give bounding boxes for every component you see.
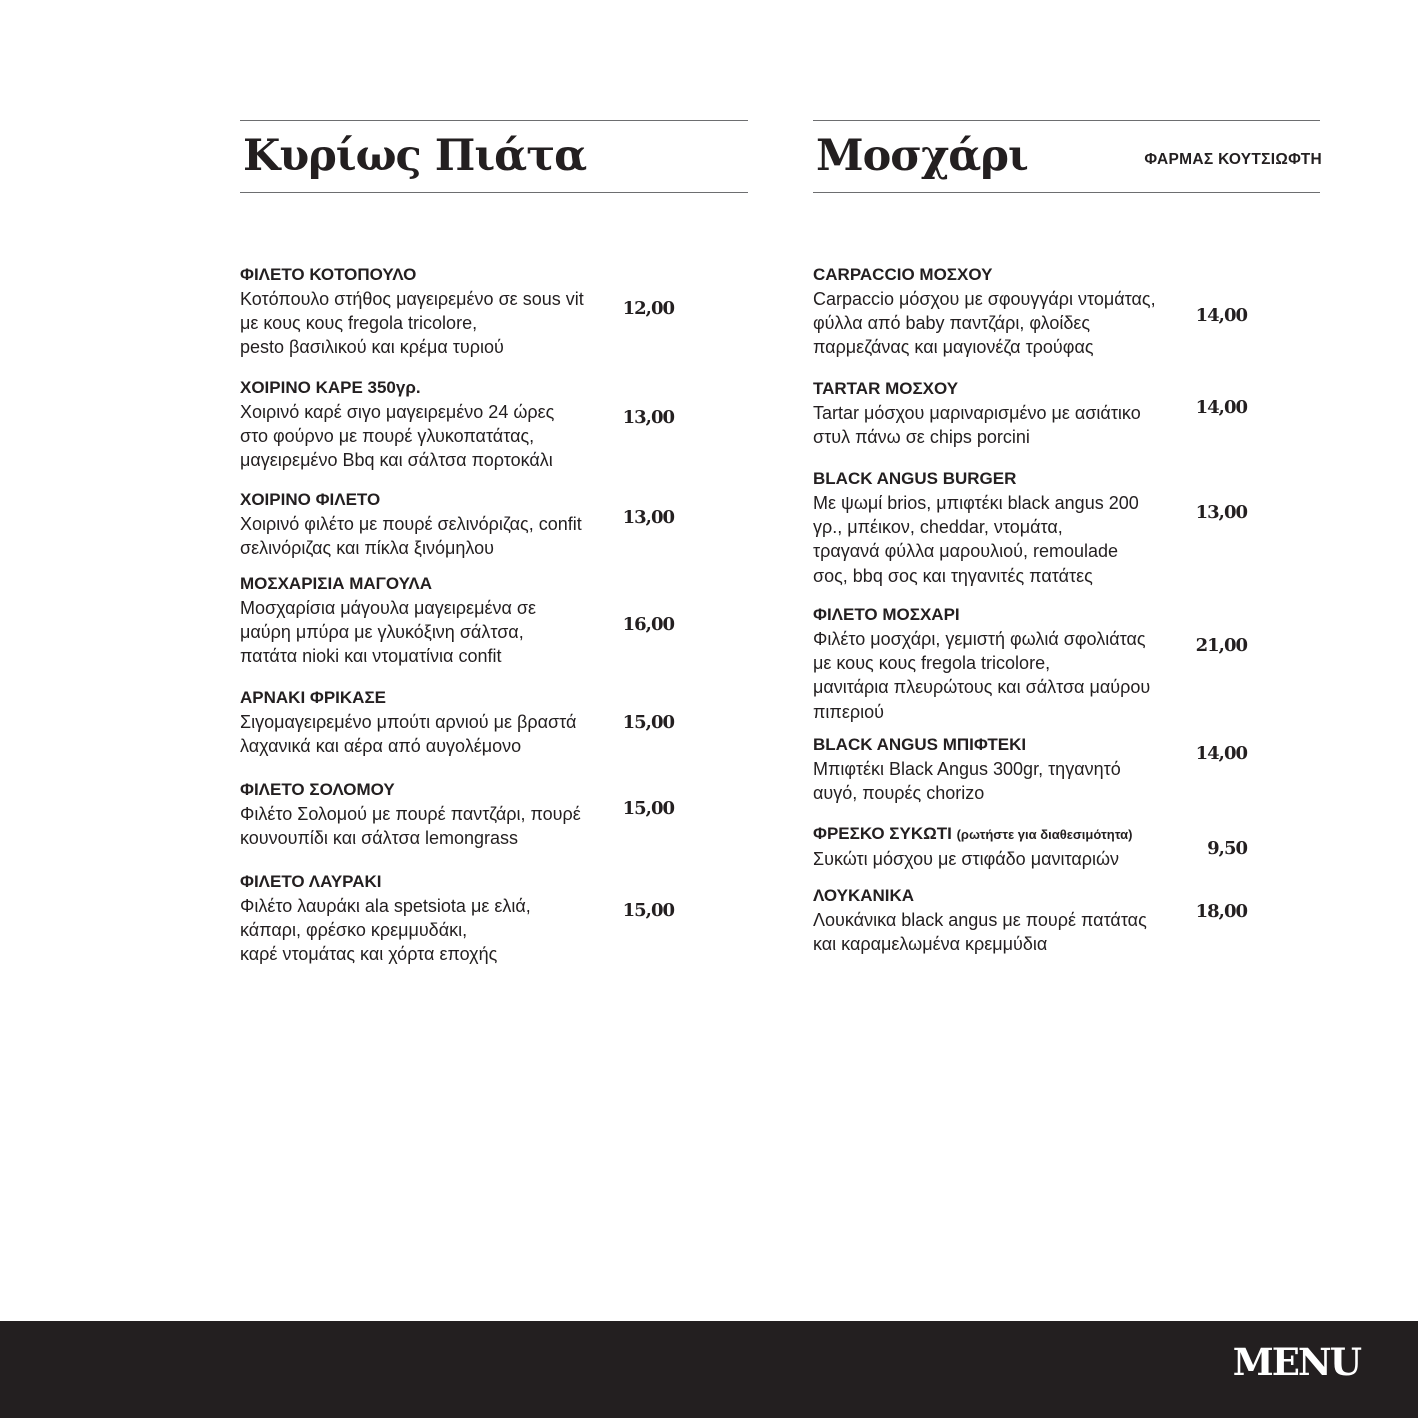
item-description: Χοιρινό φιλέτο με πουρέ σελινόριζας, confit σελινόριζας και πίκλα ξινόμηλου (240, 514, 582, 559)
item-name: ΜΟΣΧΑΡΙΣΙΑ ΜΑΓΟΥΛΑ (240, 574, 433, 593)
item-price: 21,00 (1195, 635, 1247, 656)
item-price: 13,00 (622, 407, 674, 428)
item-description: Μοσχαρίσια μάγουλα μαγειρεμένα σε μαύρη μπύρα με γλυκόξινη σάλτσα, πατάτα nioki και ντοματίνια confit (240, 598, 537, 667)
divider (240, 192, 748, 193)
menu-item (240, 572, 674, 669)
item-description: Φιλέτο μοσχάρι, γεμιστή φωλιά σφολιάτας με κους κους fregola tricolore, μανιτάρια πλευρώτους και σάλτσα μαύρου πιπεριού (813, 629, 1151, 722)
menu-item (240, 778, 674, 850)
main-dishes-section (240, 120, 748, 965)
section-header (813, 121, 1320, 192)
menu-item (813, 884, 1247, 956)
footer-bar (0, 1321, 1418, 1418)
item-description: Κοτόπουλο στήθος μαγειρεμένο σε sous vit με κους κους fregola tricolore, pesto βασιλικού και κρέμα τυριού (240, 289, 584, 358)
item-description: Με ψωμί brios, μπιφτέκι black angus 200 γρ., μπέικον, cheddar, ντομάτα, τραγανά φύλλα μαρουλιού, remoulade σος, bbq σος και τηγανιτές πατάτες (813, 493, 1139, 586)
item-name: ΦΙΛΕΤΟ ΣΟΛΟΜΟΥ (240, 780, 395, 799)
item-price: 14,00 (1195, 397, 1247, 418)
item-name (813, 822, 1243, 847)
item-description: Λουκάνικα black angus με πουρέ πατάτας και καραμελωμένα κρεμμύδια (813, 910, 1147, 955)
menu-item (813, 822, 1247, 871)
item-description: Μπιφτέκι Black Angus 300gr, τηγανητό αυγό, πουρές chorizo (813, 759, 1121, 804)
item-price: 9,50 (1207, 838, 1247, 859)
divider (813, 192, 1320, 193)
item-description: Χοιρινό καρέ σιγο μαγειρεμένο 24 ώρες στο φούρνο με πουρέ γλυκοπατάτας, μαγειρεμένο Bbq και σάλτσα πορτοκάλι (240, 402, 555, 471)
item-price: 13,00 (1195, 502, 1247, 523)
item-price: 18,00 (1195, 901, 1247, 922)
section-header (240, 121, 748, 192)
item-price: 16,00 (622, 614, 674, 635)
menu-item (240, 488, 674, 560)
beef-section (813, 120, 1322, 955)
item-price: 13,00 (622, 507, 674, 528)
item-price: 15,00 (622, 712, 674, 733)
item-name: ΦΙΛΕΤΟ ΜΟΣΧΑΡΙ (813, 605, 960, 624)
item-name: ΑΡΝΑΚΙ ΦΡΙΚΑΣΕ (240, 688, 387, 707)
menu-item (813, 733, 1247, 805)
item-description: Tartar μόσχου μαριναρισμένο με ασιάτικο στυλ πάνω σε chips porcini (813, 403, 1141, 448)
item-description: Σιγομαγειρεμένο μπούτι αρνιού με βραστά λαχανικά και αέρα από αυγολέμονο (240, 712, 577, 757)
item-name: ΛΟΥΚΑΝΙΚΑ (813, 886, 915, 905)
item-name: BLACK ANGUS BURGER (813, 469, 1017, 488)
section-title: Κυρίως Πιάτα (243, 131, 587, 181)
farm-name: ΦΑΡΜΑΣ ΚΟΥΤΣΙΩΦΤΗ (1144, 151, 1322, 168)
item-description: Carpaccio μόσχου με σφουγγάρι ντομάτας, φύλλα από baby παντζάρι, φλοίδες παρμεζάνας και μαγιονέζα τρούφας (813, 289, 1156, 358)
menu-item (813, 603, 1247, 724)
menu-item (813, 377, 1247, 449)
item-price: 14,00 (1195, 743, 1247, 764)
item-name: ΧΟΙΡΙΝΟ ΦΙΛΕΤΟ (240, 490, 381, 509)
item-description: Φιλέτο Σολομού με πουρέ παντζάρι, πουρέ κουνουπίδι και σάλτσα lemongrass (240, 804, 581, 849)
item-name-text: ΦΡΕΣΚΟ ΣΥΚΩΤΙ (813, 824, 952, 843)
menu-item (240, 376, 674, 473)
item-name: BLACK ANGUS ΜΠΙΦΤΕΚΙ (813, 735, 1027, 754)
item-name: ΦΙΛΕΤΟ ΚΟΤΟΠΟΥΛΟ (240, 265, 417, 284)
menu-item (240, 870, 674, 967)
menu-item (813, 263, 1247, 360)
item-description: Φιλέτο λαυράκι ala spetsiota με ελιά, κάπαρι, φρέσκο κρεμμυδάκι, καρέ ντομάτας και χόρτα εποχής (240, 896, 531, 965)
item-price: 12,00 (622, 298, 674, 319)
menu-item (813, 467, 1247, 588)
item-price: 15,00 (622, 798, 674, 819)
menu-item (240, 686, 674, 758)
item-name: ΧΟΙΡΙΝΟ ΚΑΡΕ 350γρ. (240, 378, 421, 397)
availability-note: (ρωτήστε για διαθεσιμότητα) (956, 827, 1133, 842)
item-name: TARTAR ΜΟΣΧΟΥ (813, 379, 959, 398)
menu-label: MENU (1232, 1340, 1360, 1384)
item-name: CARPACCIO ΜΟΣΧΟΥ (813, 265, 993, 284)
item-price: 15,00 (622, 900, 674, 921)
section-title: Μοσχάρι (816, 131, 1028, 181)
item-price: 14,00 (1195, 305, 1247, 326)
item-description: Συκώτι μόσχου με στιφάδο μανιταριών (813, 849, 1120, 869)
item-name: ΦΙΛΕΤΟ ΛΑΥΡΑΚΙ (240, 872, 382, 891)
menu-item (240, 263, 674, 360)
